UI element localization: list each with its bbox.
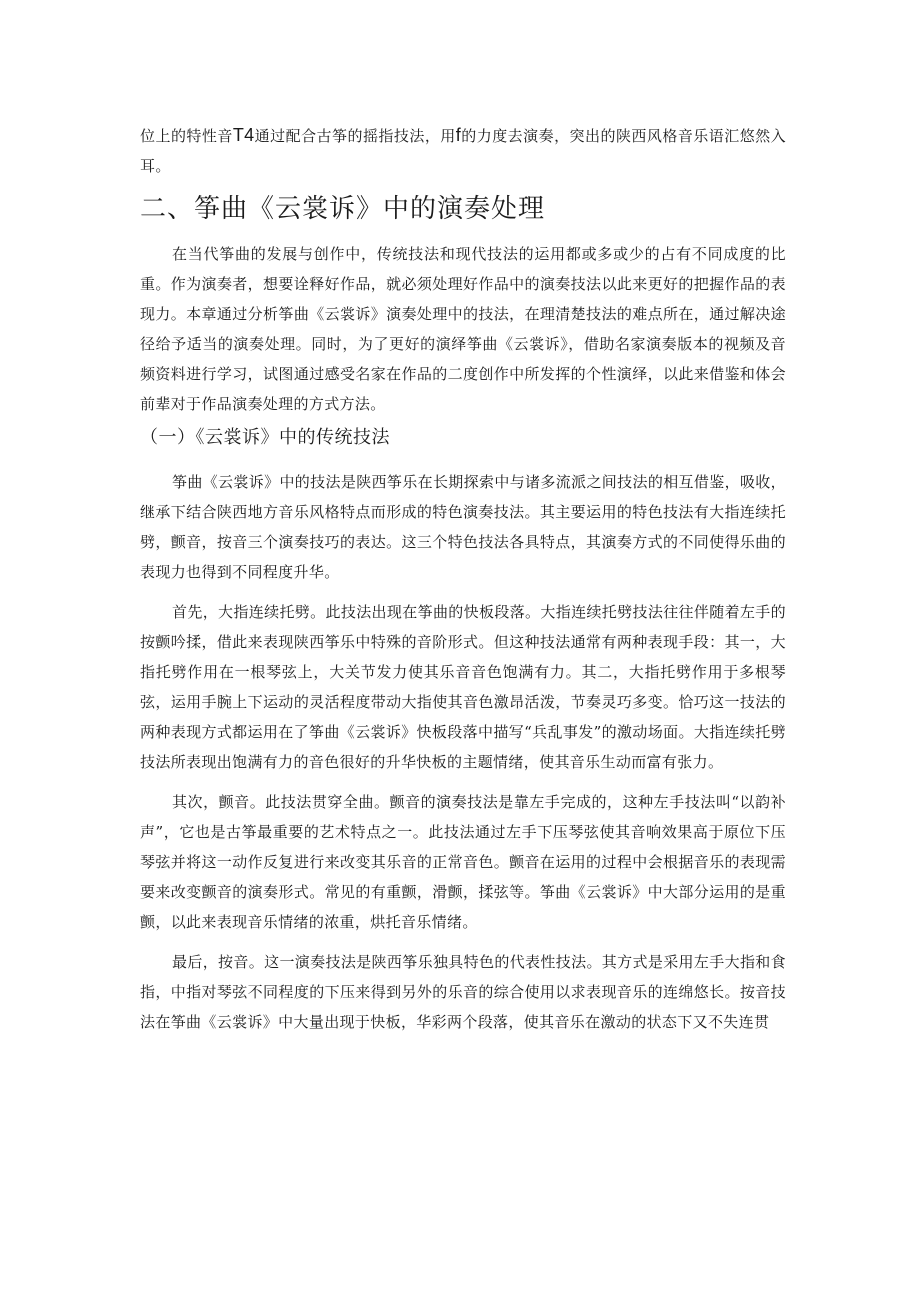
paragraph-vibrato: 其次，颤音。此技法贯穿全曲。颤音的演奏技法是靠左手完成的，这种左手技法叫“以韵补声”，它也是古筝最重要的艺术特点之一。此技法通过左手下压琴弦使其音响效果高于原位下压琴弦并将这一动作反复进行来改变其乐音的正常音色。颤音在运用的过程中会根据音乐的表现需要来改变颤音的演奏形式。常见的有重颤，滑颤，揉弦等。筝曲《云裳诉》中大部分运用的是重颤，以此来表现音乐情绪的浓重，烘托音乐情绪。: [140, 793, 786, 931]
intro-paragraph: [140, 120, 786, 181]
paragraph-press-note: 最后，按音。这一演奏技法是陕西筝乐独具特色的代表性技法。其方式是采用左手大指和食指，中指对琴弦不同程度的下压来得到另外的乐音的综合使用以求表现音乐的连绵悠长。按音技法在筝曲《云裳诉》中大量出现于快板，华彩两个段落，使其音乐在激动的状态下又不失连贯: [140, 953, 787, 1031]
note-code: T4: [232, 125, 255, 145]
intro-text-a: 位上的特性音: [140, 127, 233, 145]
document-page: [140, 120, 786, 1037]
section-paragraph: 在当代筝曲的发展与创作中，传统技法和现代技法的运用都或多或少的占有不同成度的比重。作为演奏者，想要诠释好作品，就必须处理好作品中的演奏技法以此来更好的把握作品的表现力。本章通过分析筝曲《云裳诉》演奏处理中的技法，在理清楚技法的难点所在，通过解决途径给予适当的演奏处理。同时，为了更好的演绎筝曲《云裳诉》，借助名家演奏版本的视频及音频资料进行学习，试图通过感受名家在作品的二度创作中所发挥的个性演绎，以此来借鉴和体会前辈对于作品演奏处理的方式方法。: [140, 245, 786, 413]
intro-text-b: 通过配合古筝的摇指技法，用: [254, 127, 456, 145]
section-title: 二、筝曲《云裳诉》中的演奏处理: [140, 194, 546, 224]
dynamic-mark: f: [455, 125, 462, 145]
intro-text-c: 的力度去演奏，突出的陕西风格音乐语汇悠然入耳。: [140, 127, 786, 175]
paragraph-tuopi: 首先，大指连续托劈。此技法出现在筝曲的快板段落。大指连续托劈技法往往伴随着左手的按颤吟揉，借此来表现陕西筝乐中特殊的音阶形式。但这种技法通常有两种表现手段：其一，大指托劈作用在一根琴弦上，大关节发力使其乐音音色饱满有力。其二，大指托劈作用于多根琴弦，运用手腕上下运动的灵活程度带动大指使其音色激昂活泼，节奏灵巧多变。恰巧这一技法的两种表现方式都运用在了筝曲《云裳诉》快板段落中描写“兵乱事发”的激动场面。大指连续托劈技法所表现出饱满有力的音色很好的升华快板的主题情绪，使其音乐生动而富有张力。: [140, 603, 787, 771]
paragraph-techniques: 筝曲《云裳诉》中的技法是陕西筝乐在长期探索中与诸多流派之间技法的相互借鉴，吸收，继承下结合陕西地方音乐风格特点而形成的特色演奏技法。其主要运用的特色技法有大指连续托劈，颤音，按音三个演奏技巧的表达。这三个特色技法各具特点，其演奏方式的不同使得乐曲的表现力也得到不同程度升华。: [140, 473, 787, 581]
subsection-title: （一）《云裳诉》中的传统技法: [140, 427, 390, 448]
